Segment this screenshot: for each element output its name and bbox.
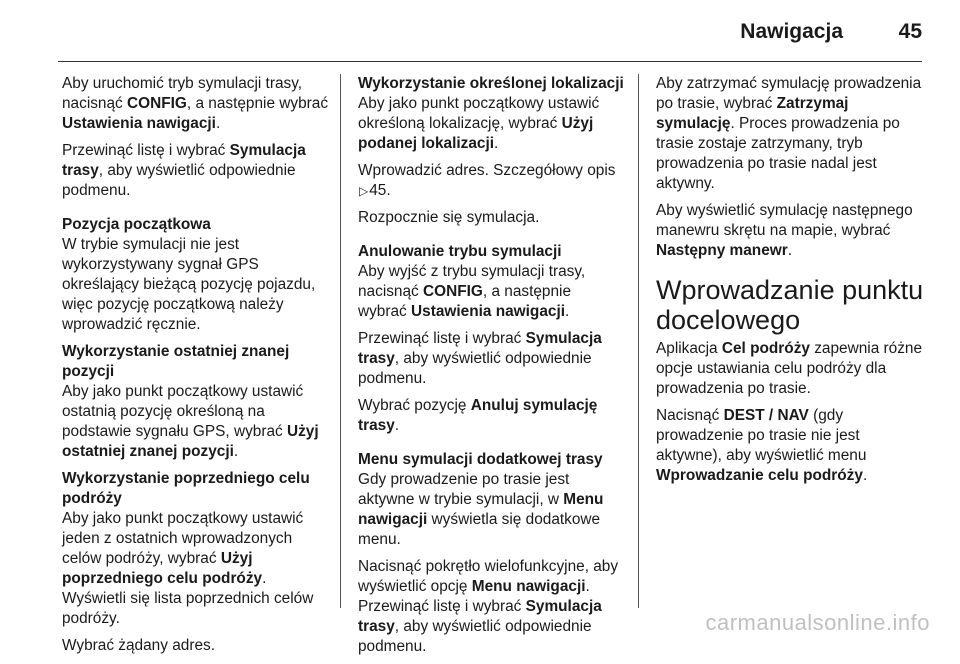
paragraph: Aby wyjść z trybu symulacji trasy, nacisnąć CONFIG, a następnie wybrać Ustawienia nawigacji. (358, 263, 586, 320)
subheading: Menu symulacji dodatkowej trasy (358, 451, 603, 468)
paragraph: Aplikacja Cel podróży zapewnia różne opcje ustawiania celu podróży dla prowadzenia po trasie. (656, 340, 923, 397)
paragraph: Aby jako punkt początkowy ustawić ostatnią pozycję określoną na podstawie sygnału GPS, wybrać Użyj ostatniej znanej pozycji. (62, 383, 319, 460)
column-divider (340, 74, 341, 608)
subheading: Wykorzystanie określonej lokalizacji (358, 75, 624, 92)
paragraph: Przewinąć listę i wybrać Symulacja trasy, aby wyświetlić odpowiednie podmenu. (358, 598, 602, 655)
paragraph: Wyświetli się lista poprzednich celów podróży. (62, 590, 314, 627)
paragraph: Gdy prowadzenie po trasie jest aktywne w trybie symulacji, w Menu nawigacji wyświetla się dodatkowe menu. (358, 471, 604, 548)
section-title: Wprowadzanie punktu docelowego (656, 275, 924, 335)
column-right (656, 74, 924, 493)
page-header (0, 0, 960, 62)
page-reference[interactable]: 45. (369, 182, 391, 199)
paragraph: Aby zatrzymać symulację prowadzenia po trasie, wybrać Zatrzymaj symulację. Proces prowadzenia po trasie zostaje zatrzymany, tryb prowadzenia po trasie nadal jest aktywny. (656, 75, 922, 192)
paragraph: Wybrać żądany adres. (62, 637, 215, 654)
paragraph: Wprowadzić adres. Szczegółowy opis ▷45. (358, 162, 616, 199)
page-number: 45 (898, 20, 922, 43)
paragraph: Aby wyświetlić symulację następnego manewru skrętu na mapie, wybrać Następny manewr. (656, 202, 913, 259)
paragraph: Przewinąć listę i wybrać Symulacja trasy, aby wyświetlić odpowiednie podmenu. (62, 142, 306, 199)
paragraph: Nacisnąć DEST / NAV (gdy prowadzenie po trasie nie jest aktywne), aby wyświetlić menu Wprowadzanie celu podróży. (656, 407, 868, 484)
paragraph: Przewinąć listę i wybrać Symulacja trasy, aby wyświetlić odpowiednie podmenu. (358, 330, 602, 387)
paragraph: W trybie symulacji nie jest wykorzystywany sygnał GPS określający bieżącą pozycję pojazdu, więc pozycję początkową należy wprowadzić ręcznie. (62, 236, 316, 333)
paragraph: Rozpocznie się symulacja. (358, 209, 540, 226)
page-title: Nawigacja (740, 20, 843, 43)
subheading: Pozycja początkowa (62, 216, 211, 233)
paragraph: Aby jako punkt początkowy ustawić określoną lokalizację, wybrać Użyj podanej lokalizacji. (358, 95, 600, 152)
paragraph: Aby jako punkt początkowy ustawić jeden z ostatnich wprowadzonych celów podróży, wybrać Użyj poprzedniego celu podróży. (62, 510, 304, 587)
column-left (62, 74, 334, 663)
column-divider (638, 74, 639, 608)
watermark: carmanualsonline.info (705, 610, 930, 635)
header-divider (58, 61, 922, 62)
paragraph: Wybrać pozycję Anuluj symulację trasy. (358, 397, 598, 434)
paragraph: Aby uruchomić tryb symulacji trasy, nacisnąć CONFIG, a następnie wybrać Ustawienia nawigacji. (62, 75, 329, 132)
paragraph: Nacisnąć pokrętło wielofunkcyjne, aby wyświetlić opcję Menu nawigacji. (358, 558, 619, 595)
subheading: Anulowanie trybu symulacji (358, 243, 562, 260)
page-reference-icon[interactable]: ▷ (359, 184, 369, 198)
subheading: Wykorzystanie poprzedniego celu podróży (62, 470, 310, 507)
column-middle (358, 74, 624, 664)
subheading: Wykorzystanie ostatniej znanej pozycji (62, 343, 290, 380)
